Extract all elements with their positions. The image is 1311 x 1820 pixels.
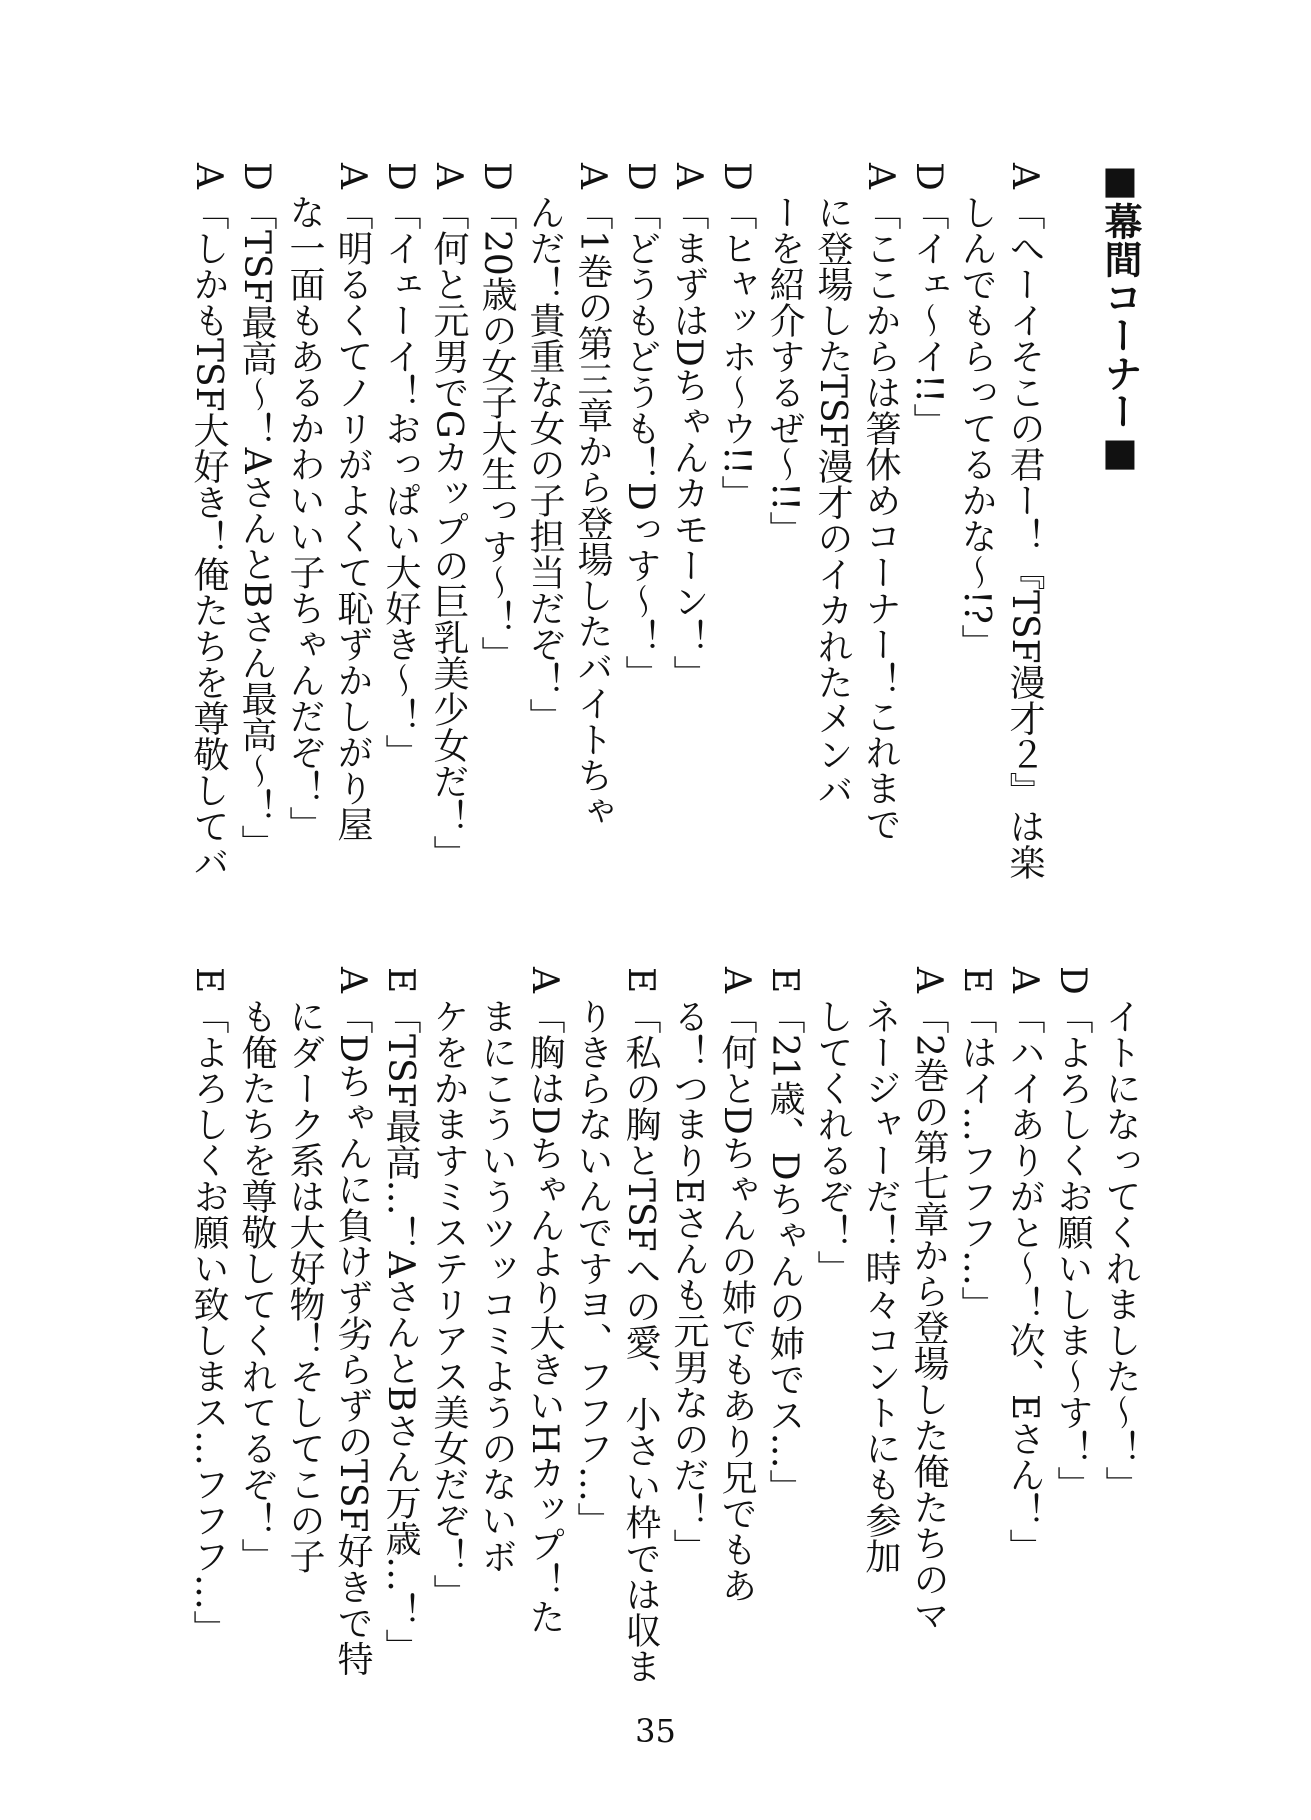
dialogue-text: 「私の胸とTSFへの愛、小さい枠では収ま bbox=[620, 998, 661, 1684]
dialogue-line bbox=[568, 158, 616, 878]
speaker-label: D bbox=[1052, 965, 1093, 995]
dialogue-line bbox=[856, 962, 904, 1702]
dialogue-text: イトになってくれました〜！」 bbox=[1100, 998, 1141, 1502]
speaker-label: E bbox=[764, 966, 805, 994]
dialogue-text: 「はイ…フフフ…」 bbox=[956, 998, 997, 1322]
dialogue-line bbox=[472, 962, 520, 1702]
dialogue-line bbox=[184, 158, 232, 878]
dialogue-text: ネージャーだ！時々コントにも参加 bbox=[860, 998, 901, 1574]
dialogue-text: 「TSF最高…！AさんとBさん万歳…！」 bbox=[380, 998, 421, 1665]
speaker-label bbox=[766, 158, 802, 194]
speaker-label: E bbox=[380, 966, 421, 994]
dialogue-line bbox=[808, 158, 856, 878]
dialogue-text: 「よろしくお願いしま〜す！」 bbox=[1052, 998, 1093, 1502]
speaker-label: A bbox=[716, 967, 757, 993]
dialogue-text: んだ！貴重な女の子担当だぞ！」 bbox=[524, 194, 565, 734]
dialogue-text: に登場したTSF漫才のイカれたメンバ bbox=[812, 194, 853, 808]
speaker-label: A bbox=[524, 967, 565, 993]
dialogue-text: る！つまりEさんも元男なのだ！」 bbox=[668, 998, 709, 1565]
dialogue-line bbox=[568, 962, 616, 1702]
section-heading: ■幕間コーナー■ bbox=[1098, 158, 1142, 474]
dialogue-line bbox=[232, 158, 280, 878]
speaker-label bbox=[430, 962, 466, 998]
dialogue-line bbox=[664, 158, 712, 878]
dialogue-line bbox=[376, 962, 424, 1702]
speaker-label: A bbox=[428, 163, 469, 189]
page-number: 35 bbox=[635, 1712, 676, 1750]
dialogue-line bbox=[424, 158, 472, 878]
speaker-label bbox=[526, 158, 562, 194]
dialogue-line bbox=[616, 158, 664, 878]
dialogue-text: 「どうもどうも！Dっす〜！」 bbox=[620, 194, 661, 691]
speaker-label: D bbox=[716, 161, 757, 191]
dialogue-text: 「2巻の第七章から登場した俺たちのマ bbox=[908, 998, 949, 1633]
dialogue-line bbox=[280, 962, 328, 1702]
dialogue-text: 「よろしくお願い致しまス…フフフ…」 bbox=[188, 998, 229, 1646]
dialogue-text: まにこういうツッコミようのないボ bbox=[476, 998, 517, 1574]
dialogue-line bbox=[232, 962, 280, 1702]
dialogue-text: も俺たちを尊敬してくれてるぞ！」 bbox=[236, 998, 277, 1574]
dialogue-text: 「1巻の第三章から登場したバイトちゃ bbox=[572, 194, 613, 829]
dialogue-line bbox=[280, 158, 328, 878]
dialogue-text: りきらないんですヨ、フフフ…」 bbox=[572, 998, 613, 1538]
dialogue-line bbox=[376, 158, 424, 878]
dialogue-text: 「何とDちゃんの姉でもあり兄でもあ bbox=[716, 998, 757, 1603]
dialogue-line bbox=[472, 158, 520, 878]
dialogue-text: 「ここからは箸休めコーナー！これまで bbox=[860, 194, 901, 842]
dialogue-text: 「20歳の女子大生っす〜！」 bbox=[476, 194, 517, 672]
dialogue-text: ーを紹介するぜ〜!!」 bbox=[764, 194, 805, 547]
dialogue-line bbox=[328, 962, 376, 1702]
speaker-label: A bbox=[668, 163, 709, 189]
speaker-label: A bbox=[1004, 967, 1045, 993]
dialogue-text: にダーク系は大好物！そしてこの子 bbox=[284, 998, 325, 1574]
upper-text-block bbox=[184, 158, 1144, 878]
speaker-label: E bbox=[620, 966, 661, 994]
dialogue-line bbox=[1000, 962, 1048, 1702]
speaker-label: A bbox=[188, 163, 229, 189]
speaker-label bbox=[286, 158, 322, 194]
dialogue-line bbox=[856, 158, 904, 878]
dialogue-line bbox=[664, 962, 712, 1702]
dialogue-line bbox=[760, 158, 808, 878]
dialogue-line bbox=[520, 962, 568, 1702]
dialogue-text: 「21歳、Dちゃんの姉でス…」 bbox=[764, 998, 805, 1505]
dialogue-text: 「イェ〜イ!!」 bbox=[908, 194, 949, 439]
dialogue-text: 「へーイそこの君ー！『TSF漫才２』は楽 bbox=[1004, 194, 1045, 880]
speaker-label bbox=[286, 962, 322, 998]
dialogue-line bbox=[712, 962, 760, 1702]
speaker-label bbox=[958, 158, 994, 194]
speaker-label: D bbox=[620, 161, 661, 191]
dialogue-text: 「何と元男でGカップの巨乳美少女だ！」 bbox=[428, 194, 469, 871]
lower-text-block bbox=[184, 962, 1144, 1702]
dialogue-text: 「まずはDちゃんカモーン！」 bbox=[668, 194, 709, 691]
speaker-label bbox=[478, 962, 514, 998]
dialogue-line bbox=[616, 962, 664, 1702]
dialogue-line bbox=[1096, 962, 1144, 1702]
dialogue-line bbox=[952, 962, 1000, 1702]
speaker-label: A bbox=[908, 967, 949, 993]
speaker-label: A bbox=[1004, 163, 1045, 189]
dialogue-line bbox=[760, 962, 808, 1702]
speaker-label: D bbox=[476, 161, 517, 191]
speaker-label bbox=[670, 962, 706, 998]
dialogue-line bbox=[184, 962, 232, 1702]
dialogue-line bbox=[424, 962, 472, 1702]
speaker-label bbox=[1102, 962, 1138, 998]
speaker-label: A bbox=[332, 967, 373, 993]
dialogue-text: 「ハイありがと〜！次、Eさん！」 bbox=[1004, 998, 1045, 1565]
column-gap bbox=[1048, 158, 1096, 878]
speaker-label bbox=[238, 962, 274, 998]
dialogue-text: ケをかますミステリアス美女だぞ！」 bbox=[428, 998, 469, 1610]
speaker-label bbox=[862, 962, 898, 998]
speaker-label: A bbox=[572, 163, 613, 189]
dialogue-line bbox=[1000, 158, 1048, 878]
dialogue-text: 「ヒャッホ〜ウ!!」 bbox=[716, 194, 757, 511]
speaker-label: D bbox=[380, 161, 421, 191]
dialogue-line bbox=[328, 158, 376, 878]
speaker-label: E bbox=[188, 966, 229, 994]
speaker-label bbox=[814, 158, 850, 194]
dialogue-text: 「TSF最高〜！AさんとBさん最高〜！」 bbox=[236, 194, 277, 861]
speaker-label: E bbox=[956, 966, 997, 994]
dialogue-line bbox=[520, 158, 568, 878]
dialogue-text: してくれるぞ！」 bbox=[812, 998, 853, 1286]
speaker-label: A bbox=[860, 163, 901, 189]
dialogue-text: 「胸はDちゃんより大きいHカップ！た bbox=[524, 998, 565, 1635]
speaker-label bbox=[814, 962, 850, 998]
dialogue-line bbox=[904, 962, 952, 1702]
dialogue-text: 「明るくてノリがよくて恥ずかしがり屋 bbox=[332, 194, 373, 842]
dialogue-line bbox=[952, 158, 1000, 878]
speaker-label: D bbox=[236, 161, 277, 191]
dialogue-text: 「Dちゃんに負けず劣らずのTSF好きで特 bbox=[332, 998, 373, 1677]
speaker-label: D bbox=[908, 161, 949, 191]
speaker-label: A bbox=[332, 163, 373, 189]
dialogue-text: 「イェーイ！おっぱい大好き〜！」 bbox=[380, 194, 421, 770]
dialogue-text: しんでもらってるかな〜!?」 bbox=[956, 194, 997, 660]
dialogue-text: 「しかもTSF大好き！俺たちを尊敬してバ bbox=[188, 194, 229, 880]
speaker-label bbox=[574, 962, 610, 998]
dialogue-line bbox=[1048, 962, 1096, 1702]
dialogue-line bbox=[712, 158, 760, 878]
dialogue-text: な一面もあるかわいい子ちゃんだぞ！」 bbox=[284, 194, 325, 842]
dialogue-line bbox=[904, 158, 952, 878]
dialogue-line bbox=[808, 962, 856, 1702]
